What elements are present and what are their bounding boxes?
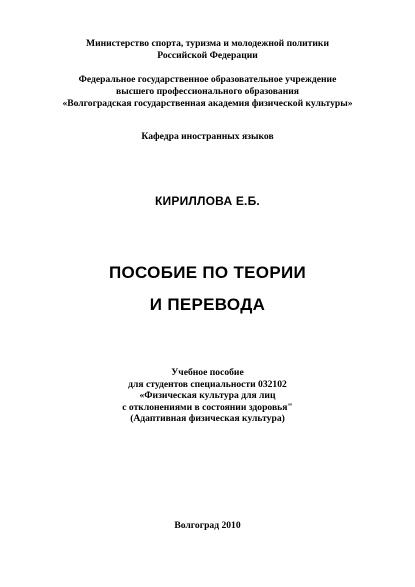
department-name: [0, 131, 415, 143]
author-name: [0, 194, 415, 208]
document-title: [0, 257, 415, 321]
institution-header: [0, 74, 415, 110]
ministry-header: [0, 38, 415, 62]
footer-line: Волгоград 2010: [174, 520, 241, 531]
title-line: ПОСОБИЕ ПО ТЕОРИИ: [108, 263, 306, 282]
description-line: «Физическая культура для лиц: [139, 390, 276, 401]
description-line: Учебное пособие: [171, 367, 244, 378]
institution-line: Федеральное государственное образовательное учреждение: [78, 74, 337, 85]
description-line: для студентов специальности 032102: [128, 378, 287, 390]
title-line: И ПЕРЕВОДА: [149, 295, 266, 314]
ministry-line: Российской Федерации: [157, 50, 258, 61]
institution-line: «Волгоградская государственная академия физической культуры»: [62, 98, 353, 109]
description-line: (Адаптивная физическая культура): [130, 413, 285, 424]
ministry-line: Министерство спорта, туризма и молодежной политики: [86, 38, 329, 49]
place-and-year: [0, 520, 415, 532]
institution-line: высшего профессионального образования: [116, 86, 299, 97]
department-line: Кафедра иностранных языков: [141, 131, 274, 142]
author-line: КИРИЛЛОВА Е.Б.: [155, 194, 260, 208]
document-description: [0, 367, 415, 425]
description-line: с отклонениями в состоянии здоровья": [122, 401, 293, 413]
